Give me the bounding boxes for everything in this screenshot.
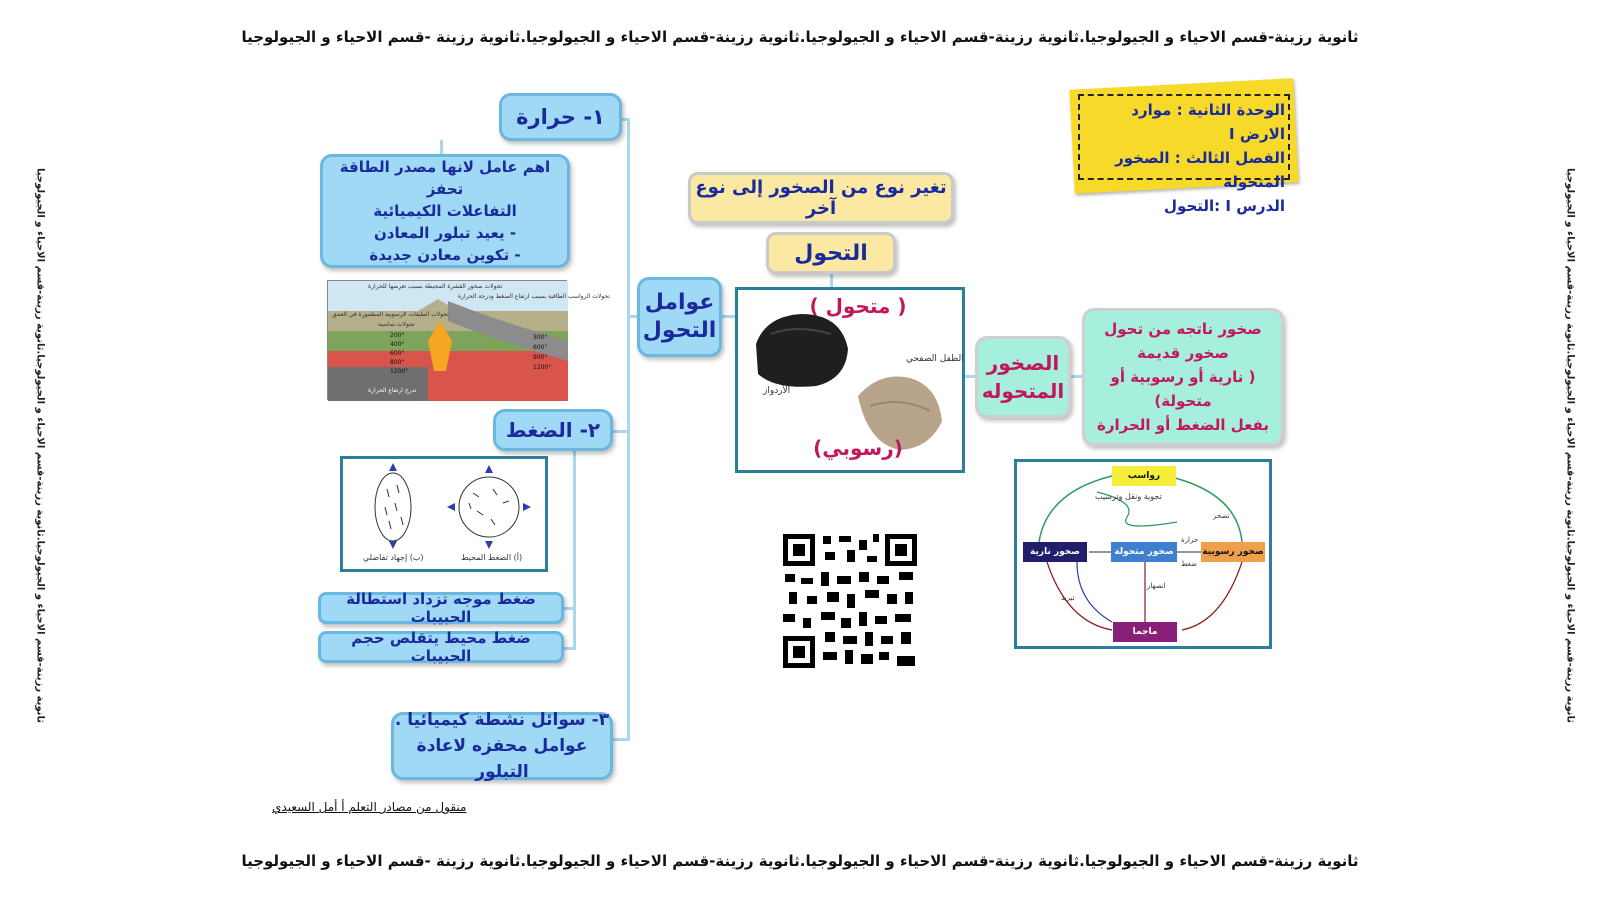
pressure-label-b: (ب) إجهاد تفاضلي bbox=[363, 553, 424, 562]
temp-left-3: 800° bbox=[390, 359, 405, 366]
top-banner: ثانوية رزينة-قسم الاحياء و الجيولوجيا.ثانوية رزينة-قسم الاحياء و الجيولوجيا.ثانوية رزينة-قسم الاحياء و الجيولوجيا.ثانوية رزينة -قسم الاحياء و الجيولوجيا bbox=[241, 28, 1359, 46]
temp-right-0: 300° bbox=[533, 334, 548, 341]
heat-line1: اهم عامل لانها مصدر الطاقة تحفز bbox=[339, 158, 551, 198]
heat-label-1: تحولات صخور القشرة المحيطة بسبب تعرضها للحرارة bbox=[368, 283, 503, 290]
lesson-line: الدرس I :التحول bbox=[1164, 197, 1285, 215]
metamorphic-desc-line2: صخور قديمة bbox=[1137, 344, 1229, 362]
fluids-line2: عوامل محفزه لاعادة التبلور bbox=[416, 736, 588, 782]
heat-title-box bbox=[499, 93, 622, 141]
factors-title-line2: التحول bbox=[642, 318, 717, 343]
chapter-line: الفصل الثالث : الصخور المتحولة bbox=[1115, 149, 1285, 191]
temp-right-3: 1200° bbox=[533, 364, 552, 371]
metamorphic-title-line2: المتحوله bbox=[981, 379, 1065, 403]
rock-left-caption: الأردواز bbox=[763, 386, 791, 396]
confining-pressure-text: ضغط محيط يتقلص حجم الحبيبات bbox=[351, 629, 531, 665]
heat-pressure-label-1: حرارة bbox=[1181, 536, 1199, 544]
heat-pressure-label-2: ضغط bbox=[1181, 560, 1197, 568]
factors-title-box bbox=[637, 277, 722, 357]
melting-label: انصهار bbox=[1147, 582, 1166, 590]
temp-right-1: 600° bbox=[533, 344, 548, 351]
temp-left-2: 600° bbox=[390, 350, 405, 357]
heat-title-text: ١- حرارة bbox=[516, 105, 605, 129]
fluids-box bbox=[391, 712, 613, 780]
unit-line: الوحدة الثانية : موارد الارض I bbox=[1131, 101, 1285, 143]
definition-text: تغير نوع من الصخور إلى نوع آخر bbox=[695, 177, 947, 219]
metamorphic-title-line1: الصخور bbox=[986, 351, 1060, 375]
heat-label-3: تحولات الطبقات الرسوبية المطمورة في العمق bbox=[332, 311, 449, 318]
confining-pressure-box bbox=[318, 631, 564, 663]
directed-pressure-box bbox=[318, 592, 564, 624]
heat-line4: - تكوين معادن جديدة bbox=[369, 246, 521, 264]
node-magma: ماجما bbox=[1113, 622, 1177, 642]
pressure-title-box bbox=[493, 409, 613, 451]
heat-description-box bbox=[320, 154, 570, 268]
unit-card-text bbox=[1085, 98, 1285, 218]
photo-label-bottom: (رسوبي) bbox=[813, 436, 903, 460]
heat-line2: التفاعلات الكيميائية bbox=[373, 202, 517, 220]
rock-right-caption: الطفل الصفحي bbox=[906, 354, 964, 364]
factors-title-line1: عوامل bbox=[644, 290, 715, 315]
pressure-diagram-art bbox=[343, 459, 545, 549]
metamorphic-rocks-title-box bbox=[975, 336, 1071, 418]
fluids-line1: ٣- سوائل نشطة كيميائيا . bbox=[394, 710, 610, 730]
slate-rock-image bbox=[746, 304, 856, 394]
connector-pressure-sub bbox=[573, 440, 576, 650]
heat-temps-right bbox=[533, 333, 551, 373]
connector-vertical bbox=[627, 118, 630, 740]
credit-text: منقول من مصادر التعلم أ أمل السعيدي bbox=[272, 800, 467, 814]
qr-code bbox=[781, 532, 919, 670]
node-sedimentary: صخور رسوبية bbox=[1201, 542, 1265, 562]
connector-confining bbox=[563, 647, 575, 650]
bottom-banner: ثانوية رزينة-قسم الاحياء و الجيولوجيا.ثانوية رزينة-قسم الاحياء و الجيولوجيا.ثانوية رزينة-قسم الاحياء و الجيولوجيا.ثانوية رزينة -قسم الاحياء و الجيولوجيا bbox=[241, 852, 1359, 870]
heat-temps-left bbox=[390, 331, 408, 376]
rock-photo-frame bbox=[735, 287, 965, 473]
cooling-label: تبريد bbox=[1061, 594, 1075, 602]
node-sediments: رواسب bbox=[1112, 466, 1176, 486]
temp-left-0: 200° bbox=[390, 332, 405, 339]
metamorphic-desc-line3: ( نارية أو رسوبية أو متحولة) bbox=[1110, 368, 1256, 410]
metamorphic-desc-line4: بفعل الضغط أو الحرارة bbox=[1096, 416, 1270, 434]
metamorphic-desc-line1: صخور ناتجه من تحول bbox=[1104, 320, 1262, 338]
node-igneous: صخور نارية bbox=[1023, 542, 1087, 562]
heat-label-5: تدرج ارتفاع الحرارة bbox=[368, 387, 417, 394]
heat-label-4: تحولات تماسية bbox=[378, 321, 415, 328]
directed-pressure-text: ضغط موجه تزداد استطالة الحبيبات bbox=[346, 590, 536, 626]
temp-left-1: 400° bbox=[390, 341, 405, 348]
pressure-diagram bbox=[340, 456, 548, 572]
node-metamorphic: صخور متحولة bbox=[1111, 542, 1177, 562]
compaction-label: تصخر bbox=[1213, 512, 1230, 520]
heat-line3: - يعيد تبلور المعادن bbox=[373, 224, 517, 242]
temp-right-2: 900° bbox=[533, 354, 548, 361]
title-text: التحول bbox=[794, 240, 868, 266]
title-box bbox=[766, 232, 896, 274]
temp-left-4: 1200° bbox=[390, 368, 409, 375]
heat-diagram bbox=[327, 280, 610, 400]
connector-pressure bbox=[612, 430, 630, 433]
left-banner: ثانوية رزينة-قسم الاحياء و الجيولوجيا.ثانوية رزينة-قسم الاحياء و الجيولوجيا.ثانوية رزينة-قسم الاحياء و الجيولوجيا bbox=[34, 168, 46, 723]
right-banner: ثانوية رزينة-قسم الاحياء و الجيولوجيا.ثانوية رزينة-قسم الاحياء و الجيولوجيا.ثانوية رزينة-قسم الاحياء و الجيولوجيا bbox=[1564, 168, 1576, 723]
weathering-label: تجوية ونقل وترسيب bbox=[1095, 492, 1162, 501]
definition-box bbox=[688, 172, 954, 224]
connector-directed bbox=[563, 607, 575, 610]
pressure-label-a: (أ) الضغط المحيط bbox=[461, 553, 523, 562]
pressure-title-text: ٢- الضغط bbox=[505, 418, 601, 442]
connector-fluids bbox=[612, 738, 630, 741]
photo-label-top: ( متحول ) bbox=[809, 294, 907, 318]
heat-label-2: تحولات الرواسب الطافية بسبب ارتفاع الضغط ودرجة الحرارة bbox=[458, 293, 610, 300]
metamorphic-description-box bbox=[1082, 308, 1284, 446]
rock-cycle-diagram bbox=[1014, 459, 1272, 649]
